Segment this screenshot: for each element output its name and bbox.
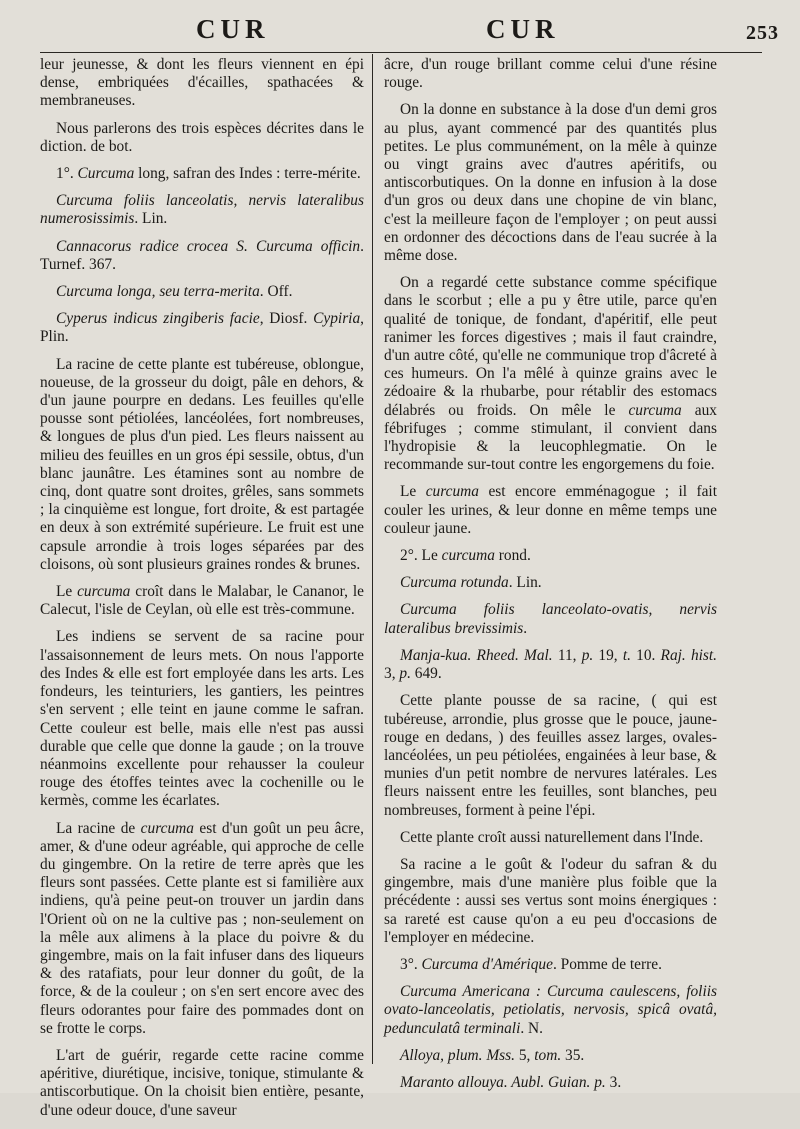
text-run: 19,	[593, 646, 623, 664]
paragraph	[40, 583, 364, 619]
italic-run: Curcuma	[77, 165, 135, 183]
left-column	[40, 56, 364, 1129]
paragraph	[384, 1047, 717, 1065]
text-run: . Lin.	[134, 210, 168, 228]
text-run: 10.	[630, 646, 661, 664]
paragraph	[384, 574, 717, 592]
paragraph: leur jeunesse, & dont les fleurs viennent en épi dense, embriquées d'écailles, spathacées & membraneuses.	[40, 56, 364, 110]
text-run: On a regardé cette substance comme spécifique dans le scorbut ; elle a pu y être utile, parce qu'en qualité de tonique, de fondant, d'apéritif, elle peut ranimer les forces digestives ; mais il faut craindre, d'un autre côté, qu'elle ne communique trop d'âcreté à ces humeurs. On l'a mêlé à quinze grains avec le zédoaire & la rhubarbe, pour rétablir des estomacs délabrés ou froids. On mêle le	[384, 274, 717, 419]
text-run: 1°.	[56, 165, 78, 183]
paragraph	[384, 1074, 717, 1092]
text-run: aux fébrifuges ; comme stimulant, il convient dans l'hydropisie & la leucophlegmatie. On le recommande sur-tout contre les engorgemens du foie.	[384, 401, 717, 474]
text-run: , Diosf.	[259, 310, 314, 328]
column-divider	[372, 54, 373, 1064]
italic-run: t.	[622, 646, 631, 664]
italic-run: curcuma	[628, 401, 682, 419]
text-run: Le	[56, 583, 78, 601]
running-head-right: CUR	[486, 14, 560, 44]
paragraph	[40, 165, 364, 183]
text-run: rond.	[494, 547, 531, 565]
italic-run: Curcuma longa, seu terra-merita	[56, 283, 260, 301]
page-number: 253	[746, 22, 779, 44]
text-run: est d'un goût un peu âcre, amer, & d'une odeur agréable, qui approche de celle du gingembre. On la retire de terre après que les fleurs sont passées. Cette plante est si familière aux indiens, qu'à peine peut-on trouver un jardin dans l'Orient où on ne la cultive pas ; non-seulement on la mêle aux alimens à la place du poivre & du gingembre, mais on la fait infuser dans des liqueurs & des ratafiats, pour leur donner du goût, de la force, & de la couleur ; on s'en sert encore avec des fleurs odorantes pour faire des pommades dont on se frotte le corps.	[40, 819, 364, 1037]
italic-run: curcuma	[140, 819, 194, 837]
italic-run: tom.	[534, 1046, 562, 1064]
italic-run: curcuma	[425, 483, 479, 501]
paragraph	[384, 647, 717, 683]
paragraph	[384, 483, 717, 538]
italic-run: Curcuma foliis lanceolatis, nervis lateralibus numerosissimis	[40, 192, 364, 228]
paragraph: Cette plante pousse de sa racine, ( qui est tubéreuse, arrondie, plus grosse que le pouce, jaune-rouge en dedans, ) des feuilles assez larges, ovales-lancéolées, un peu pétiolées, engainées à leur base, & munies d'un petit nombre de nervures latérales. Les fleurs naissent entre les feuilles, sont blanches, peu nombreuses, forment à peine l'épi.	[384, 692, 717, 819]
italic-run: Curcuma foliis lanceolato-ovatis, nervis lateralibus brevissimis	[384, 601, 717, 637]
text-run: 3,	[384, 665, 400, 683]
paragraph	[384, 983, 717, 1038]
paragraph: Cette plante croît aussi naturellement dans l'Inde.	[400, 828, 704, 846]
paragraph: âcre, d'un rouge brillant comme celui d'une résine rouge.	[384, 56, 717, 92]
italic-run: curcuma	[77, 583, 131, 601]
text-run: 35.	[561, 1046, 585, 1064]
paragraph: Sa racine a le goût & l'odeur du safran & du gingembre, mais d'une manière plus foible que la précédente : aussi ses vertus sont moins énergiques : sa rareté est cause qu'on a eu peu d'occasions de l'employer en médecine.	[384, 855, 717, 946]
paragraph	[384, 601, 717, 637]
italic-run: Maranto allouya. Aubl. Guian. p.	[400, 1073, 606, 1091]
paragraph: Nous parlerons des trois espèces décrites dans le diction. de bot.	[40, 119, 364, 155]
text-run: est encore emménagogue ; il fait couler les urines, & leur donne en même temps une couleur jaune.	[384, 483, 717, 537]
header-rule	[40, 52, 762, 53]
right-column	[384, 56, 717, 1101]
italic-run: Cannacorus radice crocea S. Curcuma officin	[56, 237, 361, 255]
italic-run: p.	[399, 665, 411, 683]
italic-run: Curcuma d'Amérique	[421, 955, 553, 973]
text-run: . Lin.	[508, 574, 542, 592]
text-run: . N.	[520, 1019, 544, 1037]
italic-run: Cypiria	[313, 310, 361, 328]
paragraph: La racine de cette plante est tubéreuse, oblongue, noueuse, de la grosseur du doigt, pâle en dehors, & d'un jaune pourpre en dedans. Les feuilles qu'elle pousse sont pétiolées, lancéolées, fort nombreuses, & longues de plus d'un pied. Les fleurs naissent au milieu des feuilles en un gros épi sessile, obtus, d'un blanc jaunâtre. Les étamines sont au nombre de cinq, dont quatre sont droites, grêles, sans sommets ; la cinquième est longue, fort droite, & est partagée en deux à son extrémité supérieure. Le fruit est une capsule arrondie à trois loges séparées par des cloisons, où sont plusieurs graines rondes & brunes.	[40, 355, 364, 573]
italic-run: Manja-kua. Rheed. Mal.	[400, 646, 553, 664]
italic-run: Raj. hist.	[660, 646, 718, 664]
paragraph	[384, 274, 717, 474]
paragraph: Les indiens se servent de sa racine pour l'assaisonnement de leurs mets. On nous l'apporte des Indes & elle est fort employée dans les arts. Les fondeurs, les teinturiers, les gantiers, les peintres s'en servent ; elle teint en jaune comme le safran. Cette couleur est belle, mais elle n'est pas aussi durable que celle que donne la gaude ; on la trouve néanmoins excellente pour rehausser la couleur rouge des étoffes teintes avec la cochenille ou le kermès, comme les écarlates.	[40, 628, 364, 810]
paragraph	[40, 310, 364, 346]
text-run: 649.	[410, 665, 442, 683]
text-run: La racine de	[56, 819, 141, 837]
paragraph	[384, 956, 717, 974]
paragraph	[384, 547, 717, 565]
paragraph: On la donne en substance à la dose d'un demi gros au plus, ayant commencé par des quantités plus petites. Le plus communément, on la mêle à quinze ou vingt grains avec d'autres apéritifs, ou antiscorbutiques. On la donne en infusion à la dose d'un gros ou deux dans une chopine de vin blanc, c'est la meilleure façon de l'employer ; on peut aussi en ordonner des décoctions dans de l'eau sucrée à la même dose.	[384, 101, 717, 265]
text-run: . Off.	[259, 283, 293, 301]
text-run: Le	[400, 483, 426, 501]
text-run: 2°. Le	[400, 547, 442, 565]
running-head-left: CUR	[196, 14, 270, 44]
italic-run: p.	[581, 646, 594, 664]
text-run: .	[523, 619, 528, 637]
paragraph	[40, 192, 364, 228]
text-run: , Plin.	[40, 310, 365, 346]
text-run: long, safran des Indes : terre-mérite.	[134, 165, 361, 183]
text-run: croît dans le Malabar, le Cananor, le Calecut, l'isle de Ceylan, où elle est très-commune.	[40, 583, 364, 619]
text-run: . Pomme de terre.	[552, 955, 662, 973]
paragraph	[40, 820, 364, 1038]
italic-run: Cyperus indicus zingiberis facie	[56, 310, 260, 328]
text-run: 3°.	[400, 955, 422, 973]
text-run: 5,	[515, 1046, 535, 1064]
paragraph	[40, 238, 364, 274]
italic-run: Alloya, plum. Mss.	[400, 1046, 515, 1064]
paragraph	[40, 283, 364, 301]
text-run: 11,	[552, 646, 582, 664]
italic-run: curcuma	[441, 547, 495, 565]
text-run: . Turnef. 367.	[40, 237, 364, 273]
paragraph: L'art de guérir, regarde cette racine comme apéritive, diurétique, incisive, tonique, stimulante & antiscorbutique. On la choisit bien entière, pesante, d'une odeur douce, d'une saveur	[40, 1046, 364, 1119]
italic-run: Curcuma rotunda	[400, 574, 509, 592]
text-run: 3.	[605, 1073, 622, 1091]
italic-run: Curcuma Americana : Curcuma caulescens, foliis ovato-lanceolatis, petiolatis, nervosis, spicâ ovatâ, pedunculatâ terminali	[384, 983, 717, 1037]
